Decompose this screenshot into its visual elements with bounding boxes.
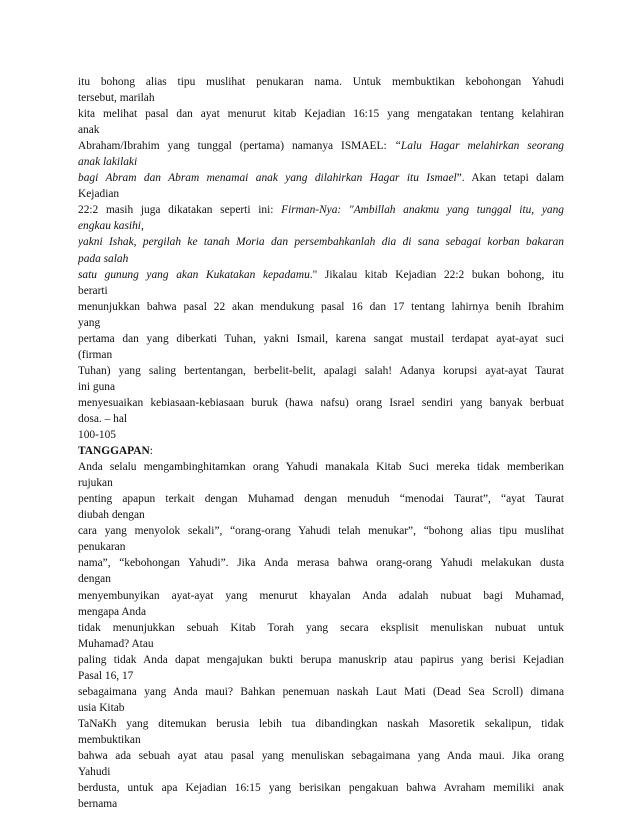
text-line: TaNaKh yang ditemukan berusia lebih tua dibandingkan naskah Masoretik sekalipun, tidak — [78, 717, 564, 730]
document-page — [78, 74, 564, 812]
text-line: anak — [78, 124, 100, 137]
text-line: Muhamad? Atau — [78, 637, 154, 650]
text-run: : — [149, 445, 153, 458]
text-line: 100-105 — [78, 429, 116, 442]
text-run: “Lalu Hagar melahirkan seorang — [394, 140, 564, 153]
text-line: nama”, “kebohongan Yahudi”. Jika Anda merasa bahwa orang-orang Yahudi melakukan dusta — [78, 557, 564, 570]
text-line — [78, 443, 564, 459]
text-line: Yahudi — [78, 766, 111, 779]
text-line: itu bohong alias tipu muslihat penukaran nama. Untuk membuktikan kebohongan Yahudi — [78, 76, 564, 88]
text-line: pertama dan yang diberkati Tuhan, yakni Ismail, karena sangat mustail terdapat ayat-ayat suci — [78, 332, 564, 345]
text-line: berarti — [78, 284, 108, 297]
text-run: ”. Akan tetapi dalam — [456, 172, 564, 185]
text-line: sebagaimana yang Anda maui? Bahkan penemuan naskah Laut Mati (Dead Sea Scroll) dimana — [78, 685, 564, 698]
text-line — [78, 170, 564, 186]
text-run: satu gunung yang akan Kukatakan kepadamu — [78, 268, 310, 281]
text-line: engkau kasihi, — [78, 220, 144, 233]
text-line: penukaran — [78, 541, 126, 554]
text-run: Abraham/Ibrahim yang tunggal (pertama) namanya ISMAEL: — [78, 140, 395, 153]
text-line: anak lakilaki — [78, 156, 138, 169]
text-line: cara yang menyolok sekali”, “orang-orang Yahudi telah menukar”, “bohong alias tipu muslihat — [78, 525, 564, 538]
text-line: diubah dengan — [78, 509, 145, 522]
text-line: menyesuaikan kebiasaan-kebiasaan buruk (hawa nafsu) orang Israel sendiri yang banyak berbuat — [78, 396, 564, 409]
text-line: (firman — [78, 348, 113, 361]
text-line: bahwa ada sebuah ayat atau pasal yang menuliskan sebagaimana yang Anda maui. Jika orang — [78, 749, 564, 762]
text-line: yang — [78, 316, 101, 329]
text-run: TANGGAPAN — [78, 445, 150, 458]
text-line: Pasal 16, 17 — [78, 669, 134, 682]
text-line: penting apapun terkait dengan Muhamad dengan menuduh “menodai Taurat”, “ayat Taurat — [78, 493, 564, 506]
text-line: Anda selalu mengambinghitamkan orang Yahudi manakala Kitab Suci mereka tidak memberikan — [78, 461, 564, 474]
text-line — [78, 267, 564, 283]
text-run: bagi Abram dan Abram menamai anak yang dilahirkan Hagar itu Ismael — [78, 172, 457, 185]
text-run: 22:2 masih juga dikatakan seperti ini: — [78, 204, 282, 217]
text-line: usia Kitab — [78, 701, 125, 714]
text-line: pada salah — [78, 252, 129, 265]
text-line: dosa. – hal — [78, 412, 128, 425]
text-line: yakni Ishak, pergilah ke tanah Moria dan persembahkanlah dia di sana sebagai korban bakaran — [78, 236, 564, 249]
text-line — [78, 202, 564, 218]
text-line: paling tidak Anda dapat mengajukan bukti berupa manuskrip atau papirus yang berisi Kejadian — [78, 653, 564, 666]
text-line: Tuhan) yang saling bertentangan, berbelit-belit, apalagi salah! Adanya korupsi ayat-ayat Taurat — [78, 364, 564, 377]
text-line: rujukan — [78, 477, 113, 490]
text-line: membuktikan — [78, 733, 141, 746]
text-run: ." Jikalau kitab Kejadian 22:2 bukan bohong, itu — [309, 268, 564, 281]
text-line: tersebut, marilah — [78, 92, 155, 105]
text-line — [78, 138, 564, 154]
text-line: menyembunyikan ayat-ayat yang menurut khayalan Anda adalah nubuat bagi Muhamad, — [78, 589, 564, 602]
text-line: menunjukkan bahwa pasal 22 akan mendukung pasal 16 dan 17 tentang lahirnya benih Ibrahim — [78, 300, 564, 313]
text-line: kita melihat pasal dan ayat menurut kitab Kejadian 16:15 yang mengatakan tentang kelahiran — [78, 108, 564, 121]
text-line: dengan — [78, 573, 111, 586]
text-run: Firman-Nya: "Ambillah anakmu yang tunggal itu, yang — [281, 204, 564, 217]
text-line: tidak menunjukkan sebuah Kitab Torah yang secara eksplisit menuliskan nubuat untuk — [78, 621, 564, 634]
text-line: Kejadian — [78, 188, 120, 201]
text-line: mengapa Anda — [78, 605, 147, 618]
text-line: bernama — [78, 798, 118, 811]
text-line: ini guna — [78, 380, 116, 393]
text-line: berdusta, untuk apa Kejadian 16:15 yang berisikan pengakuan bahwa Avraham memiliki anak — [78, 782, 564, 795]
